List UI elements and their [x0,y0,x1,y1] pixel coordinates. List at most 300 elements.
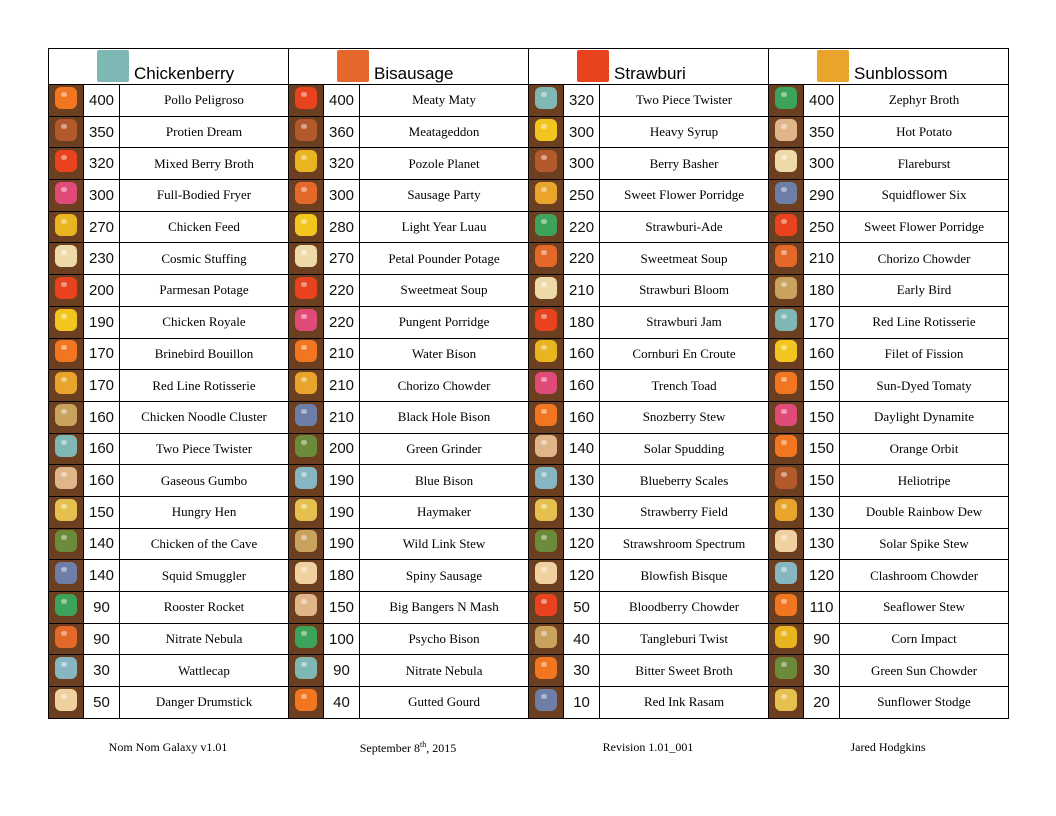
recipe-value: 210 [804,243,840,275]
recipe-value: 350 [84,116,120,148]
recipe-name: Nitrate Nebula [360,655,529,687]
green-icon [295,626,317,648]
berry-icon [535,309,557,331]
recipe-name: Cosmic Stuffing [120,243,289,275]
recipe-value: 190 [324,465,360,497]
ingredient-icon-cell [289,85,324,117]
daisy-icon [295,245,317,267]
recipe-name: Light Year Luau [360,211,529,243]
orange-icon [775,435,797,457]
recipe-name: Meaty Maty [360,85,529,117]
ingredient-icon-cell [769,687,804,719]
bone-icon [535,562,557,584]
recipe-name: Pungent Porridge [360,306,529,338]
recipe-value: 280 [324,211,360,243]
flower-icon [295,372,317,394]
berry-icon [775,214,797,236]
chickenberry-icon [97,50,129,82]
ingredient-icon-cell [529,338,564,370]
ingredient-icon-cell [49,275,84,307]
ingredient-icon-cell [769,433,804,465]
table-row [49,655,1009,687]
daisy-icon [775,150,797,172]
recipe-value: 160 [564,370,600,402]
ingredient-icon-cell [529,180,564,212]
ingredient-icon-cell [49,496,84,528]
recipe-table [48,48,1009,719]
recipe-value: 40 [564,623,600,655]
recipe-name: Water Bison [360,338,529,370]
table-row [49,306,1009,338]
ingredient-icon-cell [529,275,564,307]
recipe-value: 170 [84,338,120,370]
recipe-value: 320 [324,148,360,180]
recipe-value: 220 [324,275,360,307]
ingredient-icon-cell [529,623,564,655]
recipe-value: 130 [804,528,840,560]
ingredient-icon-cell [49,243,84,275]
mushroom-icon [55,657,77,679]
recipe-name: Strawshroom Spectrum [600,528,769,560]
recipe-value: 170 [84,370,120,402]
recipe-name: Squid Smuggler [120,560,289,592]
table-row [49,560,1009,592]
recipe-value: 250 [804,211,840,243]
swirl-icon [775,277,797,299]
recipe-value: 290 [804,180,840,212]
flower-icon [775,499,797,521]
footer-date-year: , 2015 [426,741,457,755]
recipe-value: 180 [324,560,360,592]
recipe-value: 350 [804,116,840,148]
recipe-name: Blowfish Bisque [600,560,769,592]
ingredient-icon-cell [529,148,564,180]
recipe-name: Heliotripe [840,465,1009,497]
leek-icon [295,435,317,457]
recipe-value: 20 [804,687,840,719]
recipe-value: 130 [564,496,600,528]
recipe-value: 190 [324,528,360,560]
ingredient-icon-cell [289,211,324,243]
leek-icon [775,657,797,679]
pink-icon [775,404,797,426]
table-row [49,687,1009,719]
recipe-name: Bitter Sweet Broth [600,655,769,687]
recipe-value: 230 [84,243,120,275]
recipe-name: Meatageddon [360,116,529,148]
recipe-name: Chicken of the Cave [120,528,289,560]
recipe-value: 140 [84,560,120,592]
table-row [49,496,1009,528]
recipe-name: Solar Spike Stew [840,528,1009,560]
ingredient-icon-cell [49,623,84,655]
recipe-name: Berry Basher [600,148,769,180]
recipe-name: Sweet Flower Porridge [840,211,1009,243]
tan-icon [535,435,557,457]
recipe-value: 160 [564,401,600,433]
meat-icon [295,119,317,141]
recipe-name: Blue Bison [360,465,529,497]
ingredient-icon-cell [49,401,84,433]
recipe-name: Flareburst [840,148,1009,180]
table-row [49,592,1009,624]
ingredient-icon-cell [769,465,804,497]
recipe-name: Pozole Planet [360,148,529,180]
recipe-name: Chicken Feed [120,211,289,243]
recipe-name: Chorizo Chowder [360,370,529,402]
recipe-name: Petal Pounder Potage [360,243,529,275]
ingredient-icon-cell [49,433,84,465]
table-row [49,275,1009,307]
daisy-icon [55,245,77,267]
ingredient-icon-cell [769,655,804,687]
recipe-value: 90 [84,592,120,624]
orange-icon [55,87,77,109]
recipe-name: Mixed Berry Broth [120,148,289,180]
mushroom-icon [775,562,797,584]
recipe-value: 220 [324,306,360,338]
ingredient-icon-cell [289,655,324,687]
corn-icon [535,340,557,362]
ingredient-icon-cell [289,306,324,338]
squid-icon [535,689,557,711]
tan-icon [775,119,797,141]
ingredient-icon-cell [49,465,84,497]
recipe-name: Strawburi-Ade [600,211,769,243]
table-row [49,528,1009,560]
ingredient-icon-cell [289,148,324,180]
meat-icon [55,119,77,141]
recipe-name: Full-Bodied Fryer [120,180,289,212]
recipe-name: Sweetmeat Soup [600,243,769,275]
recipe-name: Early Bird [840,275,1009,307]
ingredient-icon-cell [49,592,84,624]
orange-icon [295,340,317,362]
ingredient-icon-cell [769,401,804,433]
recipe-value: 400 [84,85,120,117]
berry-icon [55,150,77,172]
table-row [49,401,1009,433]
recipe-value: 220 [564,211,600,243]
footer-version: Nom Nom Galaxy v1.01 [108,740,228,754]
recipe-value: 150 [804,465,840,497]
recipe-value: 320 [564,85,600,117]
berry-icon [295,277,317,299]
recipe-name: Wattlecap [120,655,289,687]
recipe-value: 300 [84,180,120,212]
ingredient-icon-cell [529,306,564,338]
recipe-name: Brinebird Bouillon [120,338,289,370]
ingredient-icon-cell [289,560,324,592]
ingredient-icon-cell [49,211,84,243]
orange-icon [295,689,317,711]
recipe-value: 160 [804,338,840,370]
recipe-value: 50 [564,592,600,624]
ingredient-icon-cell [529,465,564,497]
recipe-name: Hot Potato [840,116,1009,148]
sausage-icon [55,626,77,648]
ingredient-icon-cell [529,433,564,465]
recipe-value: 30 [84,655,120,687]
squid-icon [775,182,797,204]
gold-icon [535,119,557,141]
corn-icon [775,626,797,648]
recipe-name: Cornburi En Croute [600,338,769,370]
recipe-name: Snozberry Stew [600,401,769,433]
ingredient-icon-cell [49,687,84,719]
sausage-icon [775,245,797,267]
recipe-value: 270 [84,211,120,243]
footer-author: Jared Hodgkins [850,740,926,754]
ingredient-icon-cell [529,560,564,592]
tan-icon [295,594,317,616]
recipe-name: Orange Orbit [840,433,1009,465]
recipe-name: Rooster Rocket [120,592,289,624]
column-title: Bisausage [374,64,454,83]
recipe-value: 300 [324,180,360,212]
recipe-value: 130 [804,496,840,528]
recipe-name: Psycho Bison [360,623,529,655]
chicken-icon [775,309,797,331]
table-row [49,211,1009,243]
green-icon [55,594,77,616]
recipe-value: 210 [324,338,360,370]
ingredient-icon-cell [529,401,564,433]
wheat-icon [775,689,797,711]
berry-icon [535,594,557,616]
recipe-name: Two Piece Twister [120,433,289,465]
recipe-name: Heavy Syrup [600,116,769,148]
recipe-value: 160 [564,338,600,370]
recipe-name: Gutted Gourd [360,687,529,719]
swirl-icon [55,404,77,426]
recipe-name: Gaseous Gumbo [120,465,289,497]
recipe-value: 140 [564,433,600,465]
bone-icon [55,689,77,711]
bone-icon [295,562,317,584]
table-row [49,85,1009,117]
recipe-value: 120 [804,560,840,592]
recipe-name: Trench Toad [600,370,769,402]
ingredient-icon-cell [769,275,804,307]
mushroom-icon [535,467,557,489]
recipe-name: Sausage Party [360,180,529,212]
strawburi-icon [577,50,609,82]
pink-icon [535,372,557,394]
recipe-name: Tangleburi Twist [600,623,769,655]
ingredient-icon-cell [49,560,84,592]
ingredient-icon-cell [769,496,804,528]
chicken-icon [295,657,317,679]
recipe-name: Strawburi Jam [600,306,769,338]
footer-date [288,740,528,756]
chicken-icon [55,435,77,457]
ingredient-icon-cell [769,338,804,370]
recipe-name: Bloodberry Chowder [600,592,769,624]
recipe-value: 210 [324,401,360,433]
ingredient-icon-cell [49,528,84,560]
recipe-value: 130 [564,465,600,497]
recipe-name: Sun-Dyed Tomaty [840,370,1009,402]
column-title: Chickenberry [134,64,235,83]
recipe-name: Corn Impact [840,623,1009,655]
ingredient-icon-cell [529,528,564,560]
recipe-name: Black Hole Bison [360,401,529,433]
leek-icon [535,530,557,552]
recipe-value: 190 [84,306,120,338]
gold-icon [775,340,797,362]
recipe-value: 90 [84,623,120,655]
ingredient-icon-cell [529,370,564,402]
orange-icon [535,657,557,679]
recipe-name: Blueberry Scales [600,465,769,497]
recipe-value: 400 [804,85,840,117]
recipe-value: 30 [564,655,600,687]
daisy-icon [535,277,557,299]
recipe-value: 250 [564,180,600,212]
ingredient-icon-cell [289,401,324,433]
column-header-bisausage [289,49,529,85]
recipe-name: Hungry Hen [120,496,289,528]
ingredient-icon-cell [769,306,804,338]
ingredient-icon-cell [49,85,84,117]
ingredient-icon-cell [769,370,804,402]
ingredient-icon-cell [769,85,804,117]
recipe-name: Protien Dream [120,116,289,148]
sausage-icon [295,182,317,204]
recipe-name: Spiny Sausage [360,560,529,592]
recipe-value: 140 [84,528,120,560]
recipe-value: 180 [804,275,840,307]
corn-icon [55,214,77,236]
ingredient-icon-cell [769,243,804,275]
swirl-icon [535,626,557,648]
green-icon [535,214,557,236]
ingredient-icon-cell [769,180,804,212]
recipe-value: 10 [564,687,600,719]
ingredient-icon-cell [289,275,324,307]
ingredient-icon-cell [289,623,324,655]
chicken-icon [535,87,557,109]
column-header-sunblossom [769,49,1009,85]
recipe-value: 210 [324,370,360,402]
ingredient-icon-cell [769,623,804,655]
recipe-name: Daylight Dynamite [840,401,1009,433]
ingredient-icon-cell [289,465,324,497]
orange-icon [535,404,557,426]
recipe-value: 120 [564,560,600,592]
meat-icon [775,467,797,489]
ingredient-icon-cell [289,243,324,275]
recipe-value: 210 [564,275,600,307]
recipe-value: 30 [804,655,840,687]
recipe-name: Strawberry Field [600,496,769,528]
recipe-value: 360 [324,116,360,148]
ingredient-icon-cell [529,687,564,719]
recipe-name: Double Rainbow Dew [840,496,1009,528]
corn-icon [295,150,317,172]
wheat-icon [295,499,317,521]
wheat-icon [535,499,557,521]
berry-icon [295,87,317,109]
recipe-name: Two Piece Twister [600,85,769,117]
footer-date-main: September 8 [359,741,421,755]
table-row [49,148,1009,180]
recipe-value: 100 [324,623,360,655]
ingredient-icon-cell [769,211,804,243]
recipe-value: 160 [84,433,120,465]
recipe-value: 300 [564,148,600,180]
ingredient-icon-cell [529,116,564,148]
ingredient-icon-cell [49,338,84,370]
recipe-name: Chicken Noodle Cluster [120,401,289,433]
ingredient-icon-cell [289,433,324,465]
recipe-name: Red Line Rotisserie [120,370,289,402]
table-row [49,180,1009,212]
column-header-chickenberry [49,49,289,85]
wheat-icon [55,499,77,521]
recipe-value: 110 [804,592,840,624]
ingredient-icon-cell [49,148,84,180]
table-row [49,433,1009,465]
recipe-name: Pollo Peligroso [120,85,289,117]
flower-icon [535,182,557,204]
recipe-value: 220 [564,243,600,275]
flower-icon [55,372,77,394]
berry-icon [55,277,77,299]
column-title: Strawburi [614,64,686,83]
sausage-icon [535,245,557,267]
table-row [49,243,1009,275]
recipe-value: 270 [324,243,360,275]
recipe-name: Seaflower Stew [840,592,1009,624]
recipe-value: 160 [84,401,120,433]
squid-icon [295,404,317,426]
recipe-name: Squidflower Six [840,180,1009,212]
gold-icon [55,309,77,331]
ingredient-icon-cell [49,116,84,148]
ingredient-icon-cell [49,370,84,402]
recipe-value: 190 [324,496,360,528]
squid-icon [55,562,77,584]
recipe-name: Danger Drumstick [120,687,289,719]
footer-revision: Revision 1.01_001 [602,740,694,754]
recipe-value: 300 [804,148,840,180]
ingredient-icon-cell [49,306,84,338]
table-row [49,338,1009,370]
recipe-value: 170 [804,306,840,338]
recipe-name: Big Bangers N Mash [360,592,529,624]
recipe-value: 150 [804,433,840,465]
ingredient-icon-cell [769,528,804,560]
ingredient-icon-cell [289,528,324,560]
recipe-name: Red Line Rotisserie [840,306,1009,338]
recipe-name: Sweet Flower Porridge [600,180,769,212]
ingredient-icon-cell [529,243,564,275]
ingredient-icon-cell [529,85,564,117]
ingredient-icon-cell [769,116,804,148]
recipe-value: 150 [324,592,360,624]
swirl-icon [295,530,317,552]
table-row [49,370,1009,402]
recipe-value: 150 [804,370,840,402]
recipe-name: Solar Spudding [600,433,769,465]
recipe-value: 120 [564,528,600,560]
gold-icon [295,214,317,236]
orange-icon [775,594,797,616]
recipe-name: Red Ink Rasam [600,687,769,719]
ingredient-icon-cell [289,116,324,148]
